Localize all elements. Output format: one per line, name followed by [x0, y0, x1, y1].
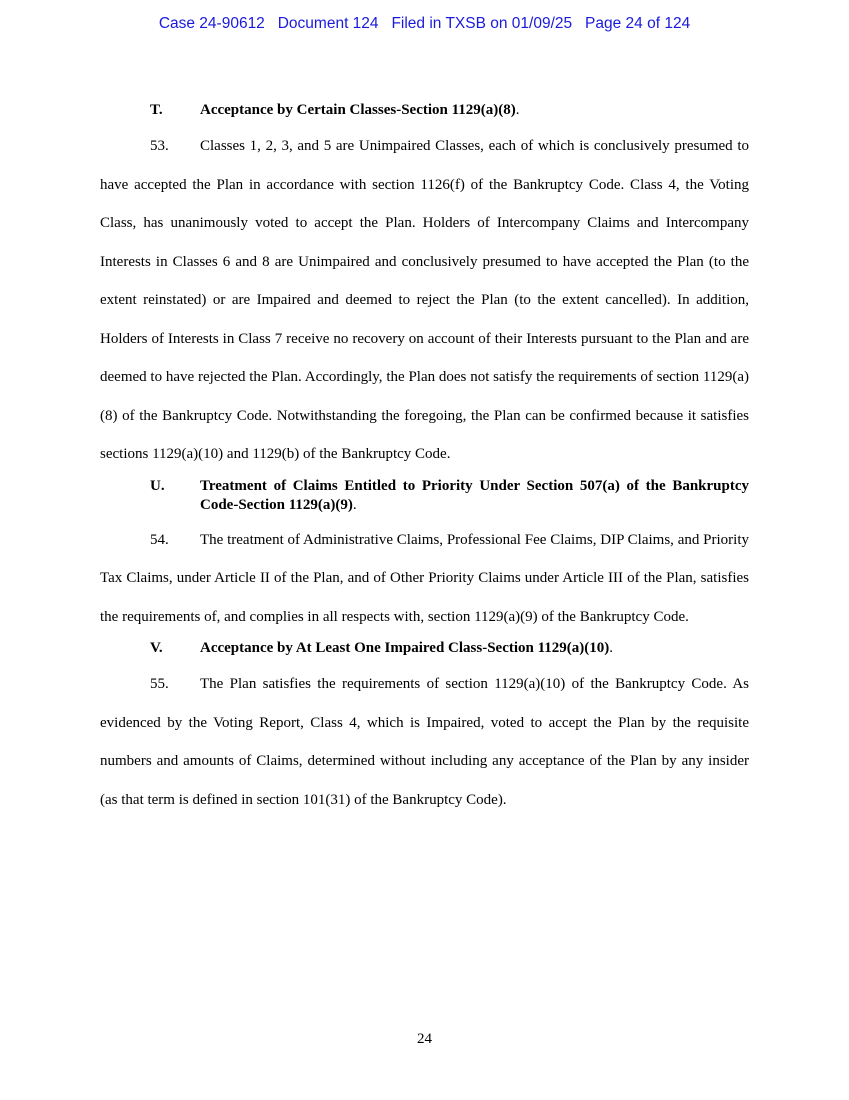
section-heading-t: T. Acceptance by Certain Classes-Section 1129(a)(8).: [150, 102, 520, 118]
paragraph-number: 54.: [150, 531, 169, 548]
paragraph-text: The Plan satisfies the requirements of section 1129(a)(10) of the Bankruptcy Code. As evidenced by the Voting Report, Class 4, which is Impaired, voted to accept the Plan by the requisite numbers and amounts of Claims, determined without including any acceptance of the Plan by any insider (as that term is defined in section 101(31) of the Bankruptcy Code).: [100, 676, 749, 808]
section-letter: T.: [150, 102, 163, 118]
section-letter: U.: [150, 477, 165, 494]
paragraph-54: [100, 521, 749, 637]
paragraph-number: 53.: [150, 138, 169, 154]
section-title: Treatment of Claims Entitled to Priority Under Section 507(a) of the Bankruptcy Code-Section 1129(a)(9): [200, 477, 749, 513]
paragraph-text: The treatment of Administrative Claims, Professional Fee Claims, DIP Claims, and Priority Tax Claims, under Article II of the Plan, and of Other Priority Claims under Article III of the Plan, satisfies the requirements of, and complies in all respects with, section 1129(a)(9) of the Bankruptcy Code.: [100, 531, 749, 625]
section-title: Acceptance by Certain Classes-Section 1129(a)(8): [200, 102, 516, 118]
section-title: Acceptance by At Least One Impaired Class-Section 1129(a)(10): [200, 640, 610, 656]
section-heading-v: V. Acceptance by At Least One Impaired Class-Section 1129(a)(10).: [150, 640, 614, 656]
paragraph-number: 55.: [150, 676, 169, 692]
paragraph-55: [100, 665, 749, 819]
page-number: 24: [417, 1031, 432, 1047]
section-heading-u: U. Treatment of Claims Entitled to Priority Under Section 507(a) of the Bankruptcy Code-Section 1129(a)(9).: [150, 477, 749, 513]
document-body: [100, 100, 749, 819]
section-letter: V.: [150, 640, 163, 656]
paragraph-text: Classes 1, 2, 3, and 5 are Unimpaired Classes, each of which is conclusively presumed to have accepted the Plan in accordance with section 1126(f) of the Bankruptcy Code. Class 4, the Voting Class, has unanimously voted to accept the Plan. Holders of Intercompany Claims and Intercompany Interests in Classes 6 and 8 are Unimpaired and conclusively presumed to have accepted the Plan (to the extent reinstated) or are Impaired and deemed to reject the Plan (to the extent cancelled). In addition, Holders of Interests in Class 7 receive no recovery on account of their Interests pursuant to the Plan and are deemed to have rejected the Plan. Accordingly, the Plan does not satisfy the requirements of section 1129(a)(8) of the Bankruptcy Code. Notwithstanding the foregoing, the Plan can be confirmed because it satisfies sections 1129(a)(10) and 1129(b) of the Bankruptcy Code.: [100, 138, 749, 462]
court-filing-header: Case 24-90612 Document 124 Filed in TXSB on 01/09/25 Page 24 of 124: [158, 15, 691, 32]
paragraph-53: [100, 127, 749, 474]
